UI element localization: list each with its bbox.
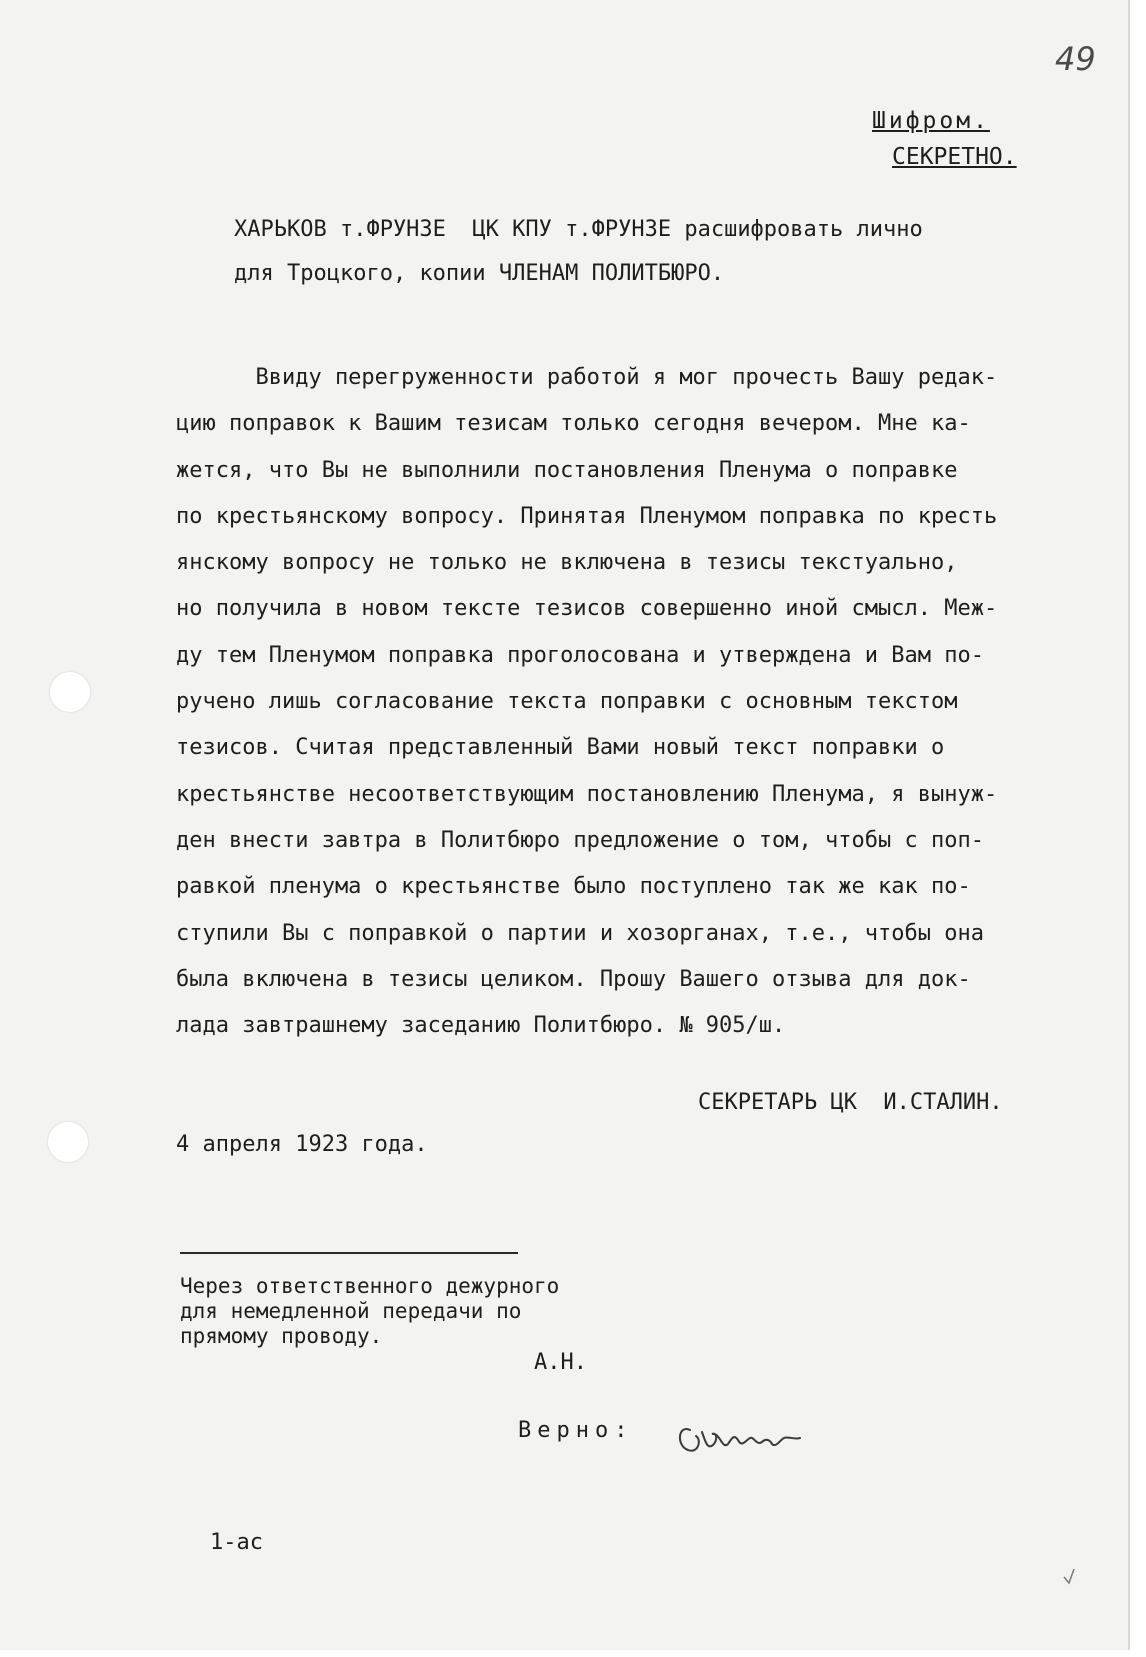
- handwritten-signature: [672, 1410, 812, 1466]
- body-line: янскому вопросу не только не включена в тезисы текстуально,: [176, 550, 958, 576]
- punch-hole: [50, 672, 90, 712]
- body-line: по крестьянскому вопросу. Принятая Пленумом поправка по кресть: [176, 503, 998, 529]
- note-line: Через ответственного дежурного: [180, 1274, 560, 1298]
- body-line: равкой пленума о крестьянстве было поступлено так же как по-: [176, 874, 971, 900]
- body-line: ден внести завтра в Политбюро предложение о том, чтобы с поп-: [176, 827, 984, 853]
- classification-secret: СЕКРЕТНО.: [892, 144, 1017, 170]
- signature-line: СЕКРЕТАРЬ ЦК И.СТАЛИН.: [698, 1090, 1003, 1115]
- body-line: ду тем Пленумом поправка проголосована и утверждена и Вам по-: [176, 642, 984, 668]
- body-line: ручено лишь согласование текста поправки с основным текстом: [176, 689, 958, 715]
- address-line: ХАРЬКОВ т.ФРУНЗЕ ЦК КПУ т.ФРУНЗЕ расшифровать лично: [234, 217, 923, 242]
- transmission-note: [180, 1274, 559, 1349]
- body-line: крестьянстве несоответствующим постановлению Пленума, я вынуж-: [176, 781, 998, 807]
- address-block: [234, 208, 923, 296]
- body-line: лада завтрашнему заседанию Политбюро. № 905/ш.: [176, 1013, 786, 1039]
- verified-label: Верно:: [518, 1418, 634, 1443]
- letter-body: [176, 355, 997, 1049]
- check-mark-icon: [1060, 1565, 1084, 1589]
- punch-hole: [48, 1122, 88, 1162]
- classification-cipher: Шифром.: [872, 108, 990, 134]
- separator-rule: [180, 1252, 518, 1254]
- body-line: тезисов. Считая представленный Вами новый текст поправки о: [176, 735, 945, 761]
- body-line: но получила в новом тексте тезисов совершенно иной смысл. Меж-: [176, 596, 998, 622]
- body-line: цию поправок к Вашим тезисам только сегодня вечером. Мне ка-: [176, 411, 971, 437]
- body-line: Ввиду перегруженности работой я мог прочесть Вашу редак-: [176, 365, 998, 390]
- note-line: для немедленной передачи по: [180, 1299, 522, 1323]
- typist-initials: А.Н.: [534, 1350, 587, 1375]
- body-line: ступили Вы с поправкой о партии и хозорганах, т.е., чтобы она: [176, 920, 984, 946]
- address-line: для Троцкого, копии ЧЛЕНАМ ПОЛИТБЮРО.: [234, 261, 725, 286]
- body-line: жется, что Вы не выполнили постановления Пленума о поправке: [176, 457, 958, 483]
- body-line: была включена в тезисы целиком. Прошу Вашего отзыва для док-: [176, 966, 971, 992]
- reference-code: 1-ас: [210, 1530, 263, 1555]
- page-number: 49: [1055, 40, 1096, 78]
- date-line: 4 апреля 1923 года.: [176, 1132, 428, 1157]
- note-line: прямому проводу.: [180, 1324, 383, 1348]
